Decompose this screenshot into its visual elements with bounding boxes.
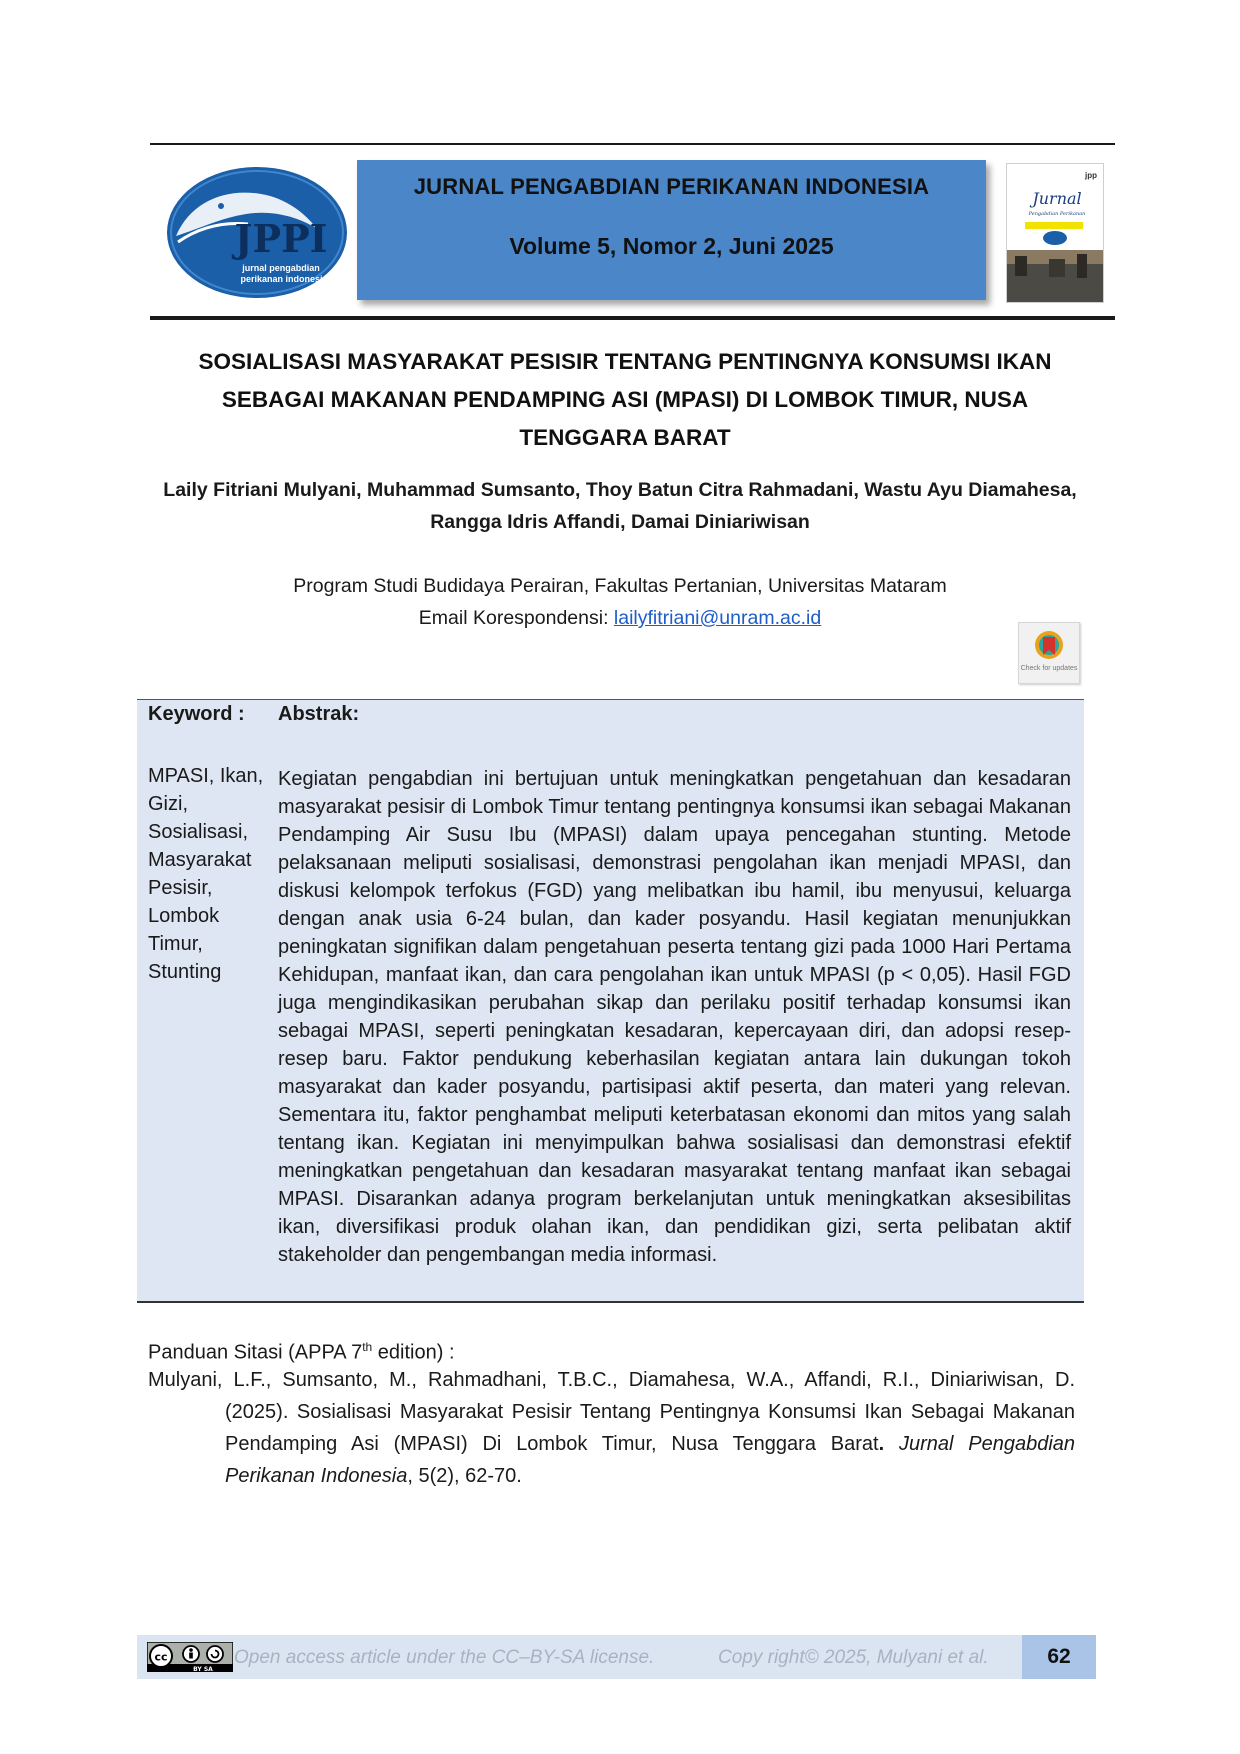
keyword-item: Lombok bbox=[148, 905, 220, 927]
keyword-item: MPASI, Ikan, bbox=[148, 765, 264, 787]
logo-subtitle-2: perikanan indonesia bbox=[240, 274, 328, 284]
cc-badge-text: BY SA bbox=[193, 1666, 213, 1672]
cover-mark: jpp bbox=[1085, 171, 1097, 180]
logo-text: JPPI bbox=[234, 216, 328, 261]
title-line-3: TENGGARA BARAT bbox=[519, 425, 731, 450]
keywords-list bbox=[148, 762, 273, 986]
footer-license-text: Open access article under the CC–BY-SA license. bbox=[234, 1647, 655, 1668]
journal-cover-thumbnail bbox=[1006, 163, 1104, 303]
title-line-2: SEBAGAI MAKANAN PENDAMPING ASI (MPASI) DI LOMBOK TIMUR, NUSA bbox=[221, 387, 1029, 412]
keyword-item: Masyarakat bbox=[148, 849, 252, 871]
citation-heading bbox=[148, 1332, 455, 1368]
keyword-item: Stunting bbox=[148, 961, 222, 983]
header-rule-bottom bbox=[150, 316, 1115, 320]
check-for-updates-badge[interactable] bbox=[1018, 622, 1080, 684]
cc-by-sa-icon[interactable] bbox=[147, 1642, 233, 1672]
jppi-logo bbox=[166, 166, 348, 299]
cover-subtitle: Pengabdian Perikanan bbox=[1028, 211, 1086, 217]
keyword-item: Gizi, bbox=[148, 793, 188, 815]
citation-heading-text: Panduan Sitasi (APPA 7 bbox=[148, 1341, 363, 1364]
keyword-item: Pesisir, bbox=[148, 877, 213, 899]
affiliation: Program Studi Budidaya Perairan, Fakultas Pertanian, Universitas Mataram bbox=[293, 575, 947, 597]
svg-text:cc: cc bbox=[154, 1650, 168, 1664]
journal-banner bbox=[357, 160, 986, 300]
citation-text bbox=[148, 1364, 1075, 1492]
header-rule-top bbox=[150, 143, 1115, 145]
check-for-updates-label: Check for updates bbox=[1020, 665, 1078, 672]
citation-dot: . bbox=[878, 1433, 885, 1455]
check-for-updates-icon bbox=[1033, 629, 1065, 663]
keyword-item: Sosialisasi, bbox=[148, 821, 249, 843]
article-authors bbox=[140, 474, 1100, 538]
cover-title: Jurnal bbox=[1032, 189, 1082, 208]
article-title bbox=[170, 343, 1080, 457]
keyword-heading: Keyword : bbox=[148, 703, 245, 725]
page-number: 62 bbox=[1047, 1645, 1071, 1668]
journal-name: JURNAL PENGABDIAN PERIKANAN INDONESIA bbox=[413, 174, 930, 199]
correspondence-email-line bbox=[140, 602, 1100, 634]
keyword-item: Timur, bbox=[148, 933, 203, 955]
citation-heading-sup: th bbox=[362, 1340, 373, 1354]
citation-main: Mulyani, L.F., Sumsanto, M., Rahmadhani, T.B.C., Diamahesa, W.A., Affandi, R.I., Diniariwisan, D. (2025). Sosialisasi Masyarakat Pesisir Tentang Pentingnya Konsumsi Ikan Sebagai Makanan Pendamping Asi (MPASI) Di Lombok Timur, Nusa Tenggara Barat bbox=[148, 1369, 1075, 1455]
logo-subtitle-1: jurnal pengabdian bbox=[242, 263, 320, 273]
authors-line-2: Rangga Idris Affandi, Damai Diniariwisan bbox=[430, 511, 810, 533]
citation-tail: , 5(2), 62-70. bbox=[407, 1465, 522, 1487]
email-label: Email Korespondensi: bbox=[418, 607, 614, 629]
page-number-box bbox=[1022, 1635, 1096, 1679]
footer-copyright: Copy right© 2025, Mulyani et al. bbox=[718, 1647, 989, 1668]
citation-heading-tail: edition) : bbox=[372, 1341, 455, 1364]
journal-volume: Volume 5, Nomor 2, Juni 2025 bbox=[509, 233, 834, 259]
abstract-text: Kegiatan pengabdian ini bertujuan untuk meningkatkan pengetahuan dan kesadaran masyarakat pesisir di Lombok Timur tentang pentingnya konsumsi ikan sebagai Makanan Pendamping Air Susu Ibu (MPASI) dalam upaya pencegahan stunting. Metode pelaksanaan meliputi sosialisasi, demonstrasi pengolahan ikan menjadi MPASI, dan diskusi kelompok terfokus (FGD) yang melibatkan ibu hamil, ibu menyusui, keluarga dengan anak usia 6-24 bulan, dan kader posyandu. Hasil kegiatan menunjukkan peningkatan signifikan dalam pengetahuan peserta tentang gizi pada 1000 Hari Pertama Kehidupan, manfaat ikan, dan cara pengolahan ikan untuk MPASI (p < 0,05). Hasil FGD juga mengindikasikan perubahan sikap dan perilaku positif terhadap konsumsi ikan sebagai MPASI, seperti peningkatan kesadaran, kepercayaan diri, dan adopsi resep-resep baru. Faktor pendukung keberhasilan kegiatan antara lain dukungan tokoh masyarakat dan kader posyandu, partisipasi aktif peserta, dan materi yang relevan. Sementara itu, faktor penghambat meliputi keterbatasan ekonomi dan mitos yang salah tentang ikan. Kegiatan ini menyimpulkan bahwa sosialisasi dan demonstrasi efektif meningkatkan pengetahuan dan kesadaran masyarakat tentang manfaat ikan sebagai MPASI. Disarankan adanya program berkelanjutan untuk meningkatkan aksesibilitas ikan, diversifikasi produk olahan ikan, dan pendidikan gizi, serta pelibatan aktif stakeholder dan pengembangan media informasi. bbox=[278, 768, 1071, 1266]
email-link[interactable]: lailyfitriani@unram.ac.id bbox=[613, 607, 822, 629]
authors-line-1: Laily Fitriani Mulyani, Muhammad Sumsanto, Thoy Batun Citra Rahmadani, Wastu Ayu Diamahesa, bbox=[163, 479, 1077, 501]
citation-journal: Jurnal Pengabdian Perikanan Indonesia bbox=[225, 1433, 1076, 1487]
title-line-1: SOSIALISASI MASYARAKAT PESISIR TENTANG PENTINGNYA KONSUMSI IKAN bbox=[198, 349, 1052, 374]
abstract-heading: Abstrak: bbox=[278, 703, 360, 725]
